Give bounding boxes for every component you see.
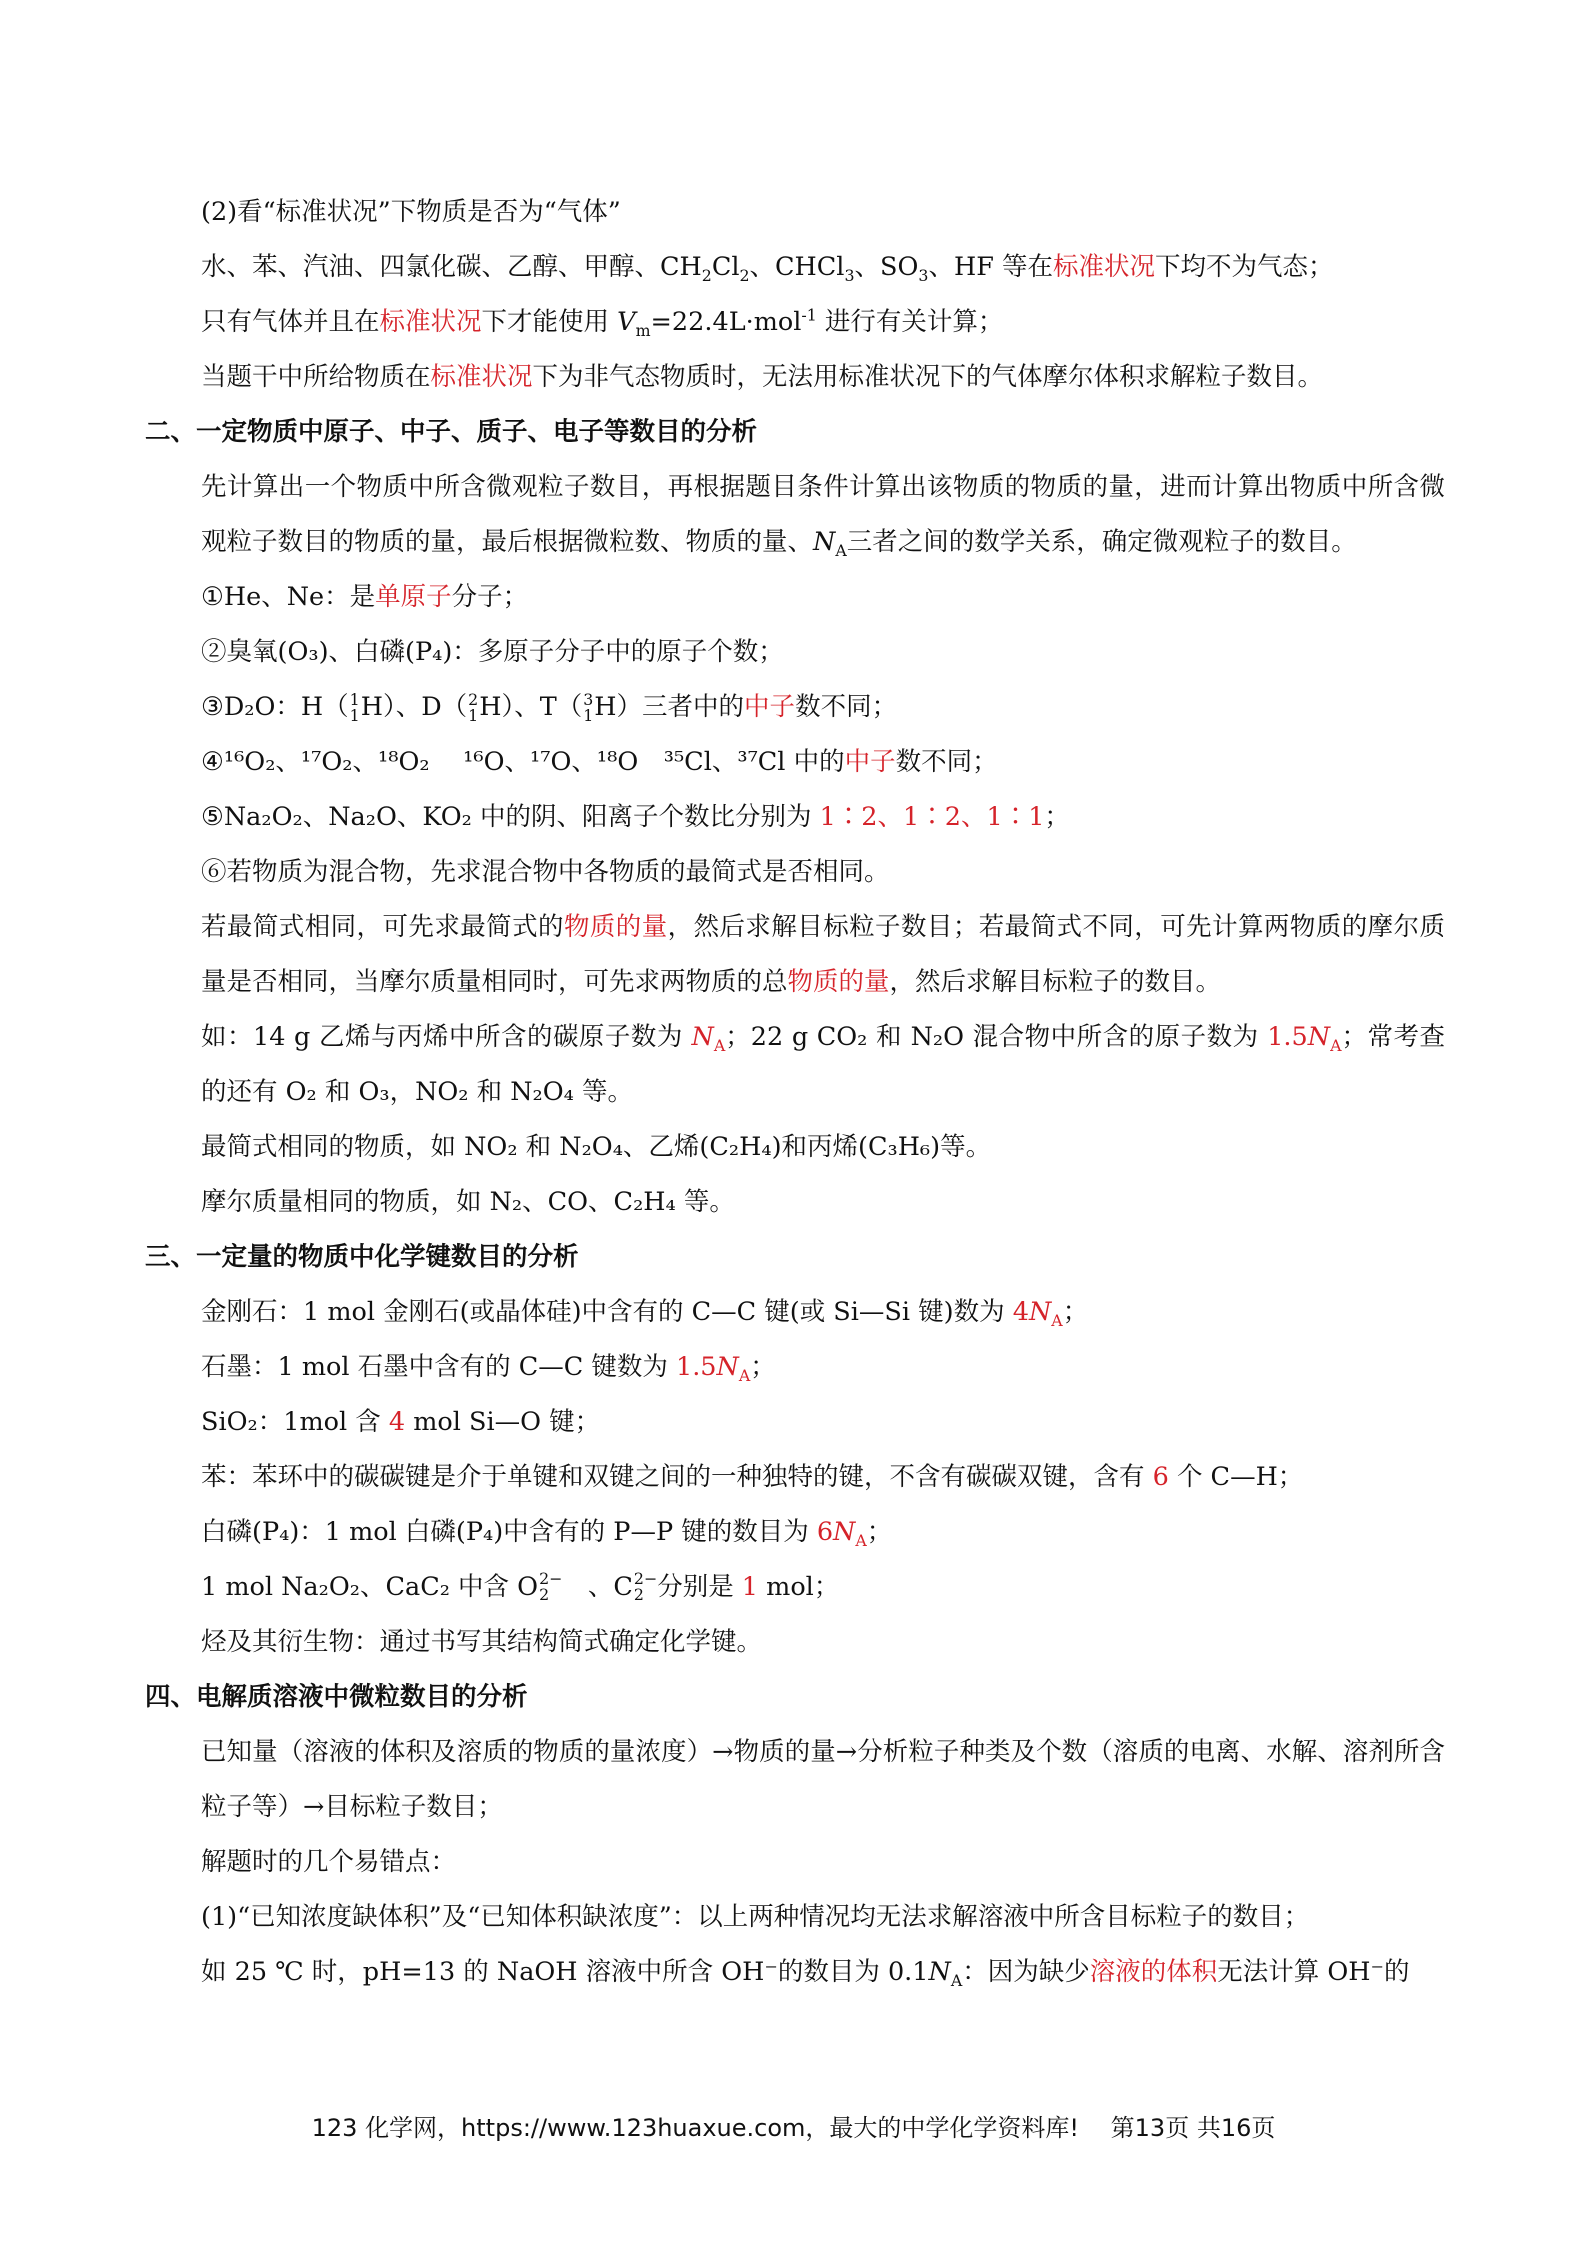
text-line: 水、苯、汽油、四氯化碳、乙醇、甲醇、$CH_2Cl_2$、CHCl$_3$、$SO_3$、HF 等在标准状况下均不为气态； [201,252,1334,286]
highlight-term: 中子 [844,747,896,777]
section-heading: 二、一定物质中原子、中子、质子、电子等数目的分析 [145,417,758,447]
highlight-term: 物质的量 [563,912,668,942]
list-item: ④¹⁶O₂、¹⁷O₂、¹⁸O₂ ¹⁶O、¹⁷O、¹⁸O ³⁵Cl、³⁷Cl 中的中子数不同； [201,747,998,777]
text-line: 只有气体并且在标准状况下才能使用 $V_m=22.4L\cdot mol^{-1}$ 进行有关计算； [201,305,1004,341]
list-item: ③D₂O：H（ 1 1 H）、D（ 2 1 H）、T（ 3 1 H）三者中的中子数不同； [201,689,898,725]
text-line: 金刚石：1 mol 金刚石(或晶体硅)中含有的 C—C 键(或 Si—Si 键)数为 $4N_A$； [201,1297,1089,1331]
text-line: 苯：苯环中的碳碳键是介于单键和双键之间的一种独特的键，不含有碳碳双键，含有 6 个 C—H； [201,1462,1304,1492]
highlight-term: 标准状况 [1053,252,1156,282]
paragraph: 若最简式相同，可先求最简式的物质的量，然后求解目标粒子数目；若最简式不同，可先计算两物质的摩尔质量是否相同，当摩尔质量相同时，可先求两物质的总物质的量，然后求解目标粒子的数目。 [201,912,1445,997]
text-line: 烃及其衍生物：通过书写其结构简式确定化学键。 [201,1627,763,1657]
list-item: ①He、Ne：是单原子分子； [201,582,529,612]
highlight-term: $1.5N_A$ [1267,1022,1342,1056]
highlight-term: $4N_A$ [1012,1297,1063,1331]
footer-text: 123 化学网，https://www.123huaxue.com，最大的中学化学资料库! 第13页 共16页 [311,2114,1276,2142]
section-heading: 三、一定量的物质中化学键数目的分析 [145,1242,579,1272]
text-line: 最简式相同的物质，如 NO₂ 和 N₂O₄、乙烯(C₂H₄)和丙烯(C₃H₆)等。 [201,1132,992,1162]
highlight-term: 标准状况 [430,362,533,392]
highlight-term: 中子 [744,692,796,722]
section-heading: 四、电解质溶液中微粒数目的分析 [145,1682,528,1712]
text-line: 如 25 ℃ 时，pH=13 的 NaOH 溶液中所含 OH⁻的数目为 $0.1N_A$：因为缺少溶液的体积无法计算 OH⁻的 [201,1957,1410,1991]
ion-notation: 2− 2 [633,1568,658,1604]
highlight-term: $6N_A$ [816,1517,867,1551]
list-item: ⑥若物质为混合物，先求混合物中各物质的最简式是否相同。 [201,857,890,887]
text-line: 当题干中所给物质在标准状况下为非气态物质时，无法用标准状况下的气体摩尔体积求解粒子数目。 [201,362,1324,392]
page-content [145,185,1445,2000]
text-line: 解题时的几个易错点： [201,1847,457,1877]
isotope-notation: 1 1 [349,689,360,725]
text-line: SiO₂：1mol 含 4 mol Si—O 键； [201,1407,601,1437]
highlight-term: 溶液的体积 [1089,1957,1218,1987]
isotope-notation: 2 1 [468,689,479,725]
text-line: 白磷(P₄)：1 mol 白磷(P₄)中含有的 P—P 键的数目为 $6N_A$； [201,1517,893,1551]
highlight-term: 1 [741,1572,759,1602]
paragraph: 先计算出一个物质中所含微观粒子数目，再根据题目条件计算出该物质的物质的量，进而计算出物质中所含微观粒子数目的物质的量，最后根据微粒数、物质的量、$N_A$三者之间的数学关系，确定微观粒子的数目。 [201,472,1445,561]
highlight-term: 单原子 [375,582,452,612]
highlight-term: 4 [388,1407,406,1437]
page-footer [0,2108,1587,2143]
highlight-term: $1.5N_A$ [675,1352,751,1386]
highlight-term: $N_A$ [691,1022,726,1056]
isotope-notation: 3 1 [583,689,594,725]
text-line: (1)“已知浓度缺体积”及“已知体积缺浓度”：以上两种情况均无法求解溶液中所含目标粒子的数目； [201,1902,1310,1932]
ion-notation: 2− 2 [539,1568,563,1604]
text-line: 摩尔质量相同的物质，如 N₂、CO、C₂H₄ 等。 [201,1187,735,1217]
highlight-term: 6 [1152,1462,1169,1492]
paragraph: 如：14 g 乙烯与丙烯中所含的碳原子数为 $N_A$；22 g CO₂ 和 N₂O 混合物中所含的原子数为 $1.5N_A$；常考查的还有 O₂ 和 O₃，NO₂ 和 N₂O₄ 等。 [201,1022,1445,1107]
text-line: 石墨：1 mol 石墨中含有的 C—C 键数为 $1.5N_A$； [201,1352,776,1386]
highlight-term: 1∶2、1∶2、1∶1 [819,802,1045,832]
list-item: ⑤Na₂O₂、Na₂O、KO₂ 中的阴、阳离子个数比分别为 1∶2、1∶2、1∶1； [201,802,1070,832]
paragraph: 已知量（溶液的体积及溶质的物质的量浓度）→物质的量→分析粒子种类及个数（溶质的电离、水解、溶剂所含粒子等）→目标粒子数目； [201,1737,1445,1822]
highlight-term: 标准状况 [379,307,482,337]
text-line: (2)看“标准状况”下物质是否为“气体” [201,197,621,227]
list-item: ②臭氧(O₃)、白磷(P₄)：多原子分子中的原子个数； [201,637,784,667]
highlight-term: 物质的量 [787,967,890,997]
text-line: 1 mol Na₂O₂、CaC₂ 中含 O 2− 2 、C 2− 2 分别是 1 mol； [201,1568,840,1604]
